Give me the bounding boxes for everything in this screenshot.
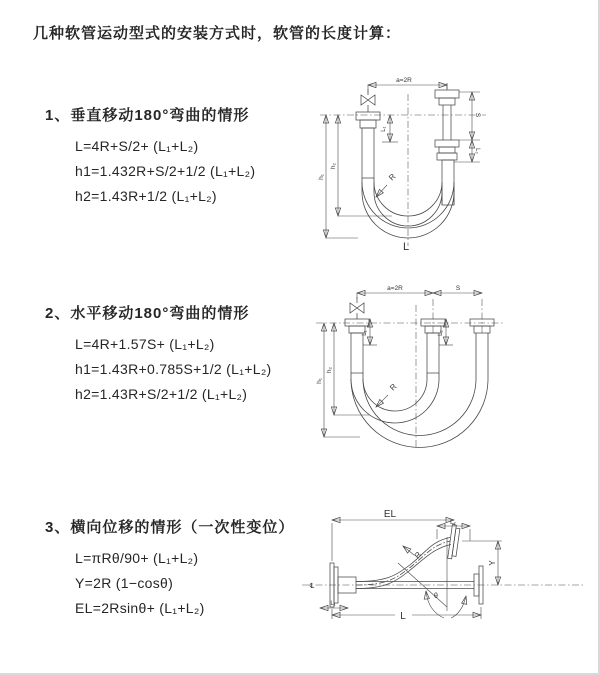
hose-curves [351,333,488,447]
centerline-mark: ℄ [309,583,315,590]
dimension-label-h2: h₂ [326,366,333,374]
dimension-label-y: Y [488,560,497,566]
dimension-lines [326,85,480,238]
dimension-label-l2: L₂ [474,148,480,154]
dimension-label-s: S [474,112,481,118]
centerlines [320,94,486,246]
dimension-label-a2r: a=2R [387,285,403,292]
length-label: L [400,611,406,622]
formula-line: h1=1.43R+0.785S+1/2 (L₁+L₂) [75,361,272,377]
length-label: L [402,241,410,253]
dimension-label-l1: L₁ [381,126,387,132]
displaced-flange [448,525,461,560]
dimension-label-a2r: a=2R [396,77,412,84]
formula-line: L=πRθ/90+ (L₁+L₂) [75,550,199,566]
radius-label: R [388,381,399,393]
formula-line: L=4R+S/2+ (L₁+L₂) [75,138,199,154]
angle-label: θ [434,593,438,600]
dimension-lines [324,293,482,437]
formula-line: h1=1.432R+S/2+1/2 (L₁+L₂) [75,163,256,179]
dimension-label-l2: L₂ [450,520,456,526]
diagram-vertical-180-bend [300,70,560,260]
diagram-horizontal-180-bend [300,275,590,453]
pipe-fittings [330,525,483,607]
diagram-lateral-displacement [290,495,590,660]
dimension-label-el: EL [383,509,397,520]
angle-annotation [398,537,466,618]
page-title: 几种软管运动型式的安装方式时，软管的长度计算： [33,25,402,42]
dimension-label-s: S [455,285,461,292]
section-2-heading: 2、水平移动180°弯曲的情形 [45,305,250,322]
formula-line: h2=1.43R+S/2+1/2 (L₁+L₂) [75,386,248,402]
formula-line: L=4R+1.57S+ (L₁+L₂) [75,336,215,352]
dimension-label-h2: h₂ [330,162,337,170]
centerlines [316,299,505,447]
dimension-label-l1: L₁ [362,330,368,336]
valve-icon [361,95,375,105]
formula-line: Y=2R (1−cosθ) [75,575,174,591]
dimension-label-h1: h₁ [316,378,323,384]
formula-line: h2=1.43R+1/2 (L₁+L₂) [75,188,217,204]
section-3-heading: 3、横向位移的情形（一次性变位） [45,519,295,536]
pipe-fittings [356,83,459,205]
radius-label: R [387,171,398,183]
hose-curves [356,538,474,589]
dimension-label-l1: L₁ [330,601,336,607]
formula-line: EL=2Rsinθ+ (L₁+L₂) [75,600,205,616]
valve-icon [350,303,364,313]
dimension-label-h1: h₁ [318,174,325,180]
radius-label: R [412,550,424,561]
section-1-heading: 1、垂直移动180°弯曲的情形 [45,107,250,124]
dimension-label-l2: L₂ [438,330,444,336]
